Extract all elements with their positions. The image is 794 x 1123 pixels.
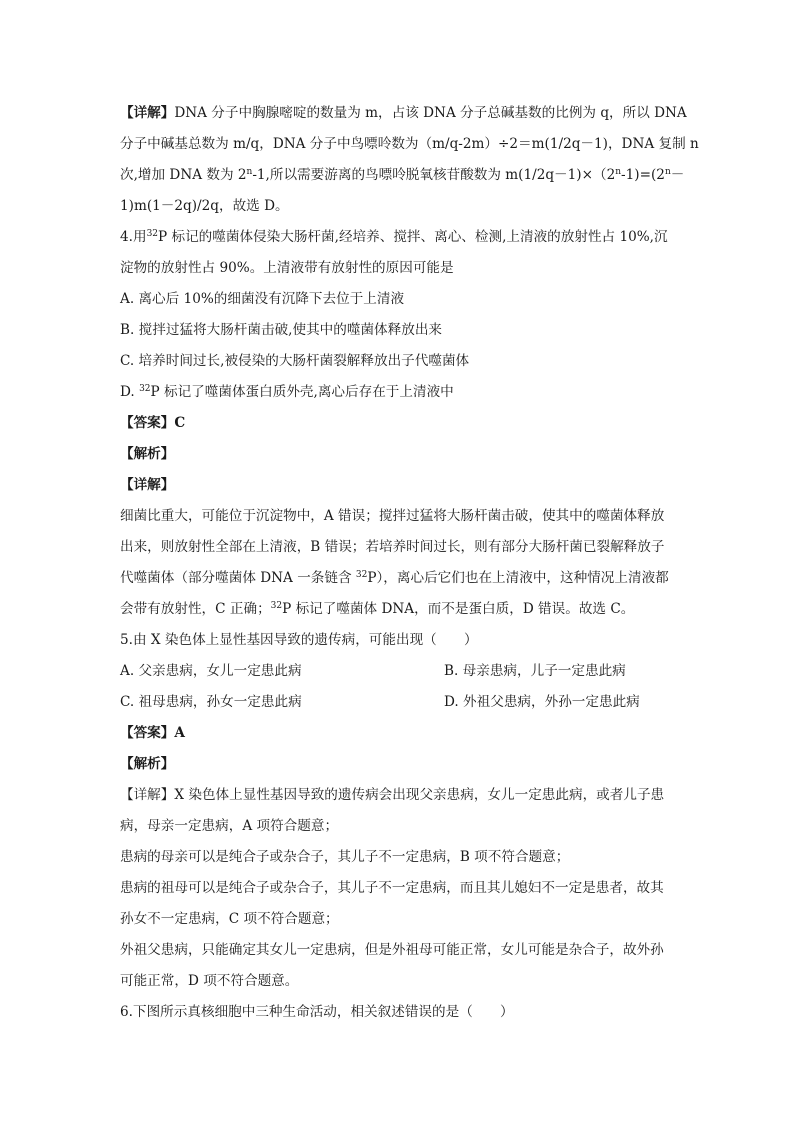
option-b: B. 母亲患病，儿子一定患此病: [444, 663, 626, 679]
explanation-line: 细菌比重大，可能位于沉淀物中，A 错误；搅拌过猛将大肠杆菌击破，使其中的噬菌体释放: [120, 508, 665, 524]
option-c: C. 祖母患病，孙女一定患此病: [120, 694, 302, 710]
option-b: B. 搅拌过猛将大肠杆菌击破,使其中的噬菌体释放出来: [120, 322, 443, 338]
option-c: C. 培养时间过长,被侵染的大肠杆菌裂解释放出子代噬菌体: [120, 353, 470, 369]
detail-block-q3: [120, 98, 699, 222]
option-d: D. 外祖父患病，外孙一定患此病: [444, 694, 640, 710]
text-line: 次,增加 DNA 数为 2$^n$-1,所以需要游离的鸟嘌呤脱氧核苷酸数为 $m(1/2q-1)\times(2^n-1)=(2^n-$: [120, 167, 685, 183]
option-row: [120, 687, 680, 718]
text-line: 【详解】DNA 分子中胸腺嘧啶的数量为 m，占该 DNA 分子总碱基数的比例为 q，所以 DNA: [120, 105, 687, 121]
question-6: [120, 997, 680, 1028]
text-line: 1)m(1－2q)/2q，故选 D。: [120, 198, 289, 214]
question-stem: 淀物的放射性占 90%。上清液带有放射性的原因可能是: [120, 260, 454, 276]
explanation-line: 【详解】X 染色体上显性基因导致的遗传病会出现父亲患病，女儿一定患此病，或者儿子患: [120, 787, 665, 803]
explanation-line: 孙女不一定患病，C 项不符合题意；: [120, 911, 339, 927]
text-line: 分子中碱基总数为 m/q，DNA 分子中鸟嘌呤数为（m/q-2m）÷2＝m(1/2q－1)，DNA 复制 n: [120, 136, 699, 152]
question-stem: 4.用$^{32}$P 标记的噬菌体侵染大肠杆菌,经培养、搅拌、离心、检测,上清液的放射性占 10%,沉: [120, 229, 668, 245]
explanation-line: 外祖父患病，只能确定其女儿一定患病，但是外祖母可能正常，女儿可能是杂合子，故外孙: [120, 942, 664, 958]
explanation-line: 病，母亲一定患病，A 项符合题意；: [120, 818, 339, 834]
explanation-line: 患病的祖母可以是纯合子或杂合子，其儿子不一定患病，而且其儿媳妇不一定是患者，故其: [120, 880, 664, 896]
option-a: A. 父亲患病，女儿一定患此病: [120, 663, 302, 679]
answer-label: 【答案】A: [120, 725, 185, 741]
explanation-line: 会带有放射性，C 正确；$^{32}$P 标记了噬菌体 DNA，而不是蛋白质，D 错误。故选 C。: [120, 601, 635, 617]
explanation-line: 患病的母亲可以是纯合子或杂合子，其儿子不一定患病，B 项不符合题意；: [120, 849, 570, 865]
analysis-label: 【解析】: [120, 446, 175, 462]
option-a: A. 离心后 10%的细菌没有沉降下去位于上清液: [120, 291, 405, 307]
option-d: D. $^{32}$P 标记了噬菌体蛋白质外壳,离心后存在于上清液中: [120, 384, 454, 400]
analysis-label: 【解析】: [120, 756, 175, 772]
question-4: [120, 222, 680, 625]
explanation-line: 代噬菌体（部分噬菌体 DNA 一条链含 $^{32}$P），离心后它们也在上清液中，这种情况上清液都: [120, 570, 669, 586]
question-stem: 6.下图所示真核细胞中三种生命活动，相关叙述错误的是（ ）: [120, 1004, 514, 1020]
question-stem: 5.由 X 染色体上显性基因导致的遗传病，可能出现（ ）: [120, 632, 478, 648]
explanation-line: 可能正常，D 项不符合题意。: [120, 973, 299, 989]
explanation-line: 出来，则放射性全部在上清液，B 错误；若培养时间过长，则有部分大肠杆菌已裂解释放子: [120, 539, 665, 555]
option-row: [120, 656, 680, 687]
answer-label: 【答案】C: [120, 415, 186, 431]
question-5: [120, 625, 680, 997]
document-page: [120, 98, 699, 1028]
detail-label: 【详解】: [120, 477, 175, 493]
